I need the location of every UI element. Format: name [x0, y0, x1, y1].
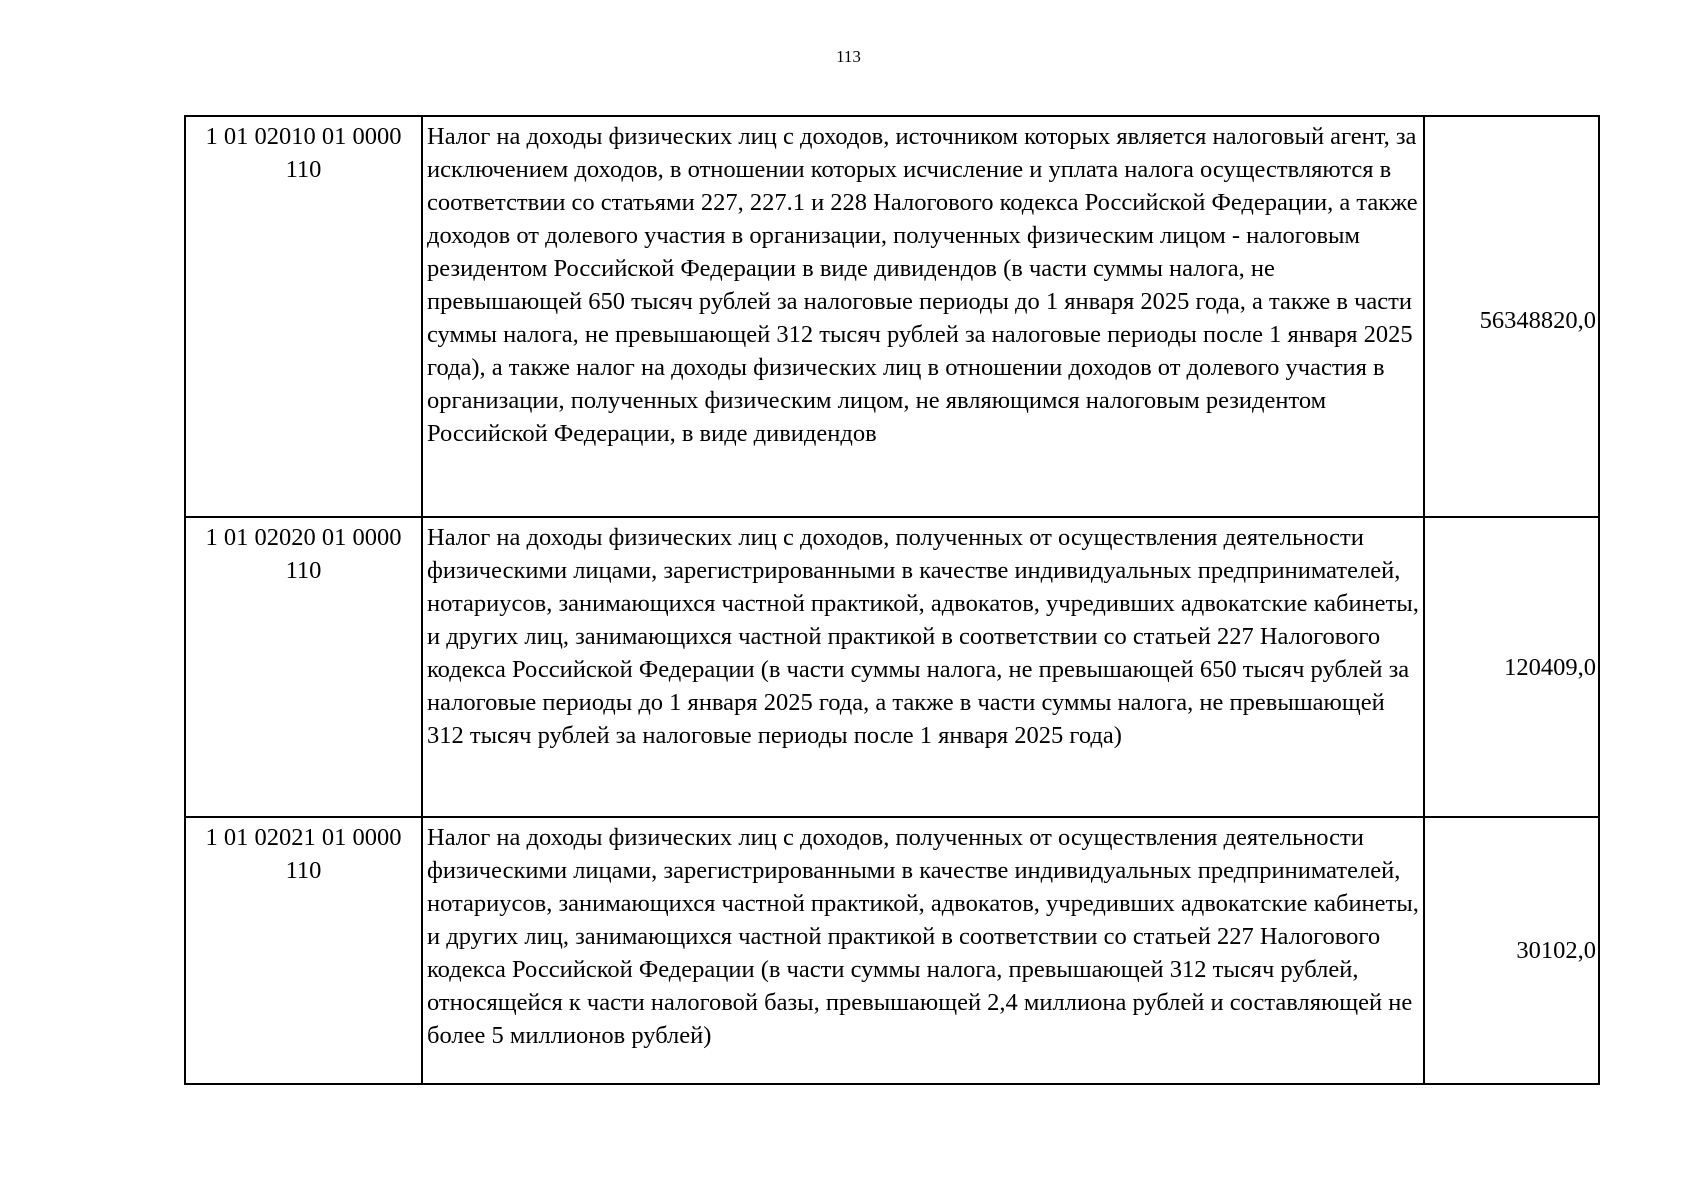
budget-revenue-table: [184, 115, 1600, 1085]
revenue-description: Налог на доходы физических лиц с доходов, полученных от осуществления деятельности физическими лицами, зарегистрированными в качестве индивидуальных предпринимателей, нотариусов, занимающихся частной практикой, адвокатов, учредивших адвокатские кабинеты, и других лиц, занимающихся частной практикой в соответствии со статьей 227 Налогового кодекса Российской Федерации (в части суммы налога, превышающей 312 тысяч рублей, относящейся к части налоговой базы, превышающей 2,4 миллиона рублей и составляющей не более 5 миллионов рублей): [422, 817, 1424, 1084]
revenue-description: Налог на доходы физических лиц с доходов, источником которых является налоговый агент, за исключением доходов, в отношении которых исчисление и уплата налога осуществляются в соответствии со статьями 227, 227.1 и 228 Налогового кодекса Российской Федерации, а также доходов от долевого участия в организации, полученных физическим лицом - налоговым резидентом Российской Федерации в виде дивидендов (в части суммы налога, не превышающей 650 тысяч рублей за налоговые периоды до 1 января 2025 года, а также в части суммы налога, не превышающей 312 тысяч рублей за налоговые периоды после 1 января 2025 года), а также налог на доходы физических лиц в отношении доходов от долевого участия в организации, полученных физическим лицом, не являющимся налоговым резидентом Российской Федерации, в виде дивидендов: [422, 116, 1424, 517]
revenue-amount: 120409,0: [1424, 517, 1599, 817]
table-row: [185, 517, 1599, 817]
revenue-amount: 30102,0: [1424, 817, 1599, 1084]
revenue-description: Налог на доходы физических лиц с доходов, полученных от осуществления деятельности физическими лицами, зарегистрированными в качестве индивидуальных предпринимателей, нотариусов, занимающихся частной практикой, адвокатов, учредивших адвокатские кабинеты, и других лиц, занимающихся частной практикой в соответствии со статьей 227 Налогового кодекса Российской Федерации (в части суммы налога, не превышающей 650 тысяч рублей за налоговые периоды до 1 января 2025 года, а также в части суммы налога, не превышающей 312 тысяч рублей за налоговые периоды после 1 января 2025 года): [422, 517, 1424, 817]
page-number: 113: [836, 47, 861, 66]
budget-classification-code: 1 01 02020 01 0000 110: [185, 517, 422, 817]
budget-classification-code: 1 01 02010 01 0000 110: [185, 116, 422, 517]
budget-classification-code: 1 01 02021 01 0000 110: [185, 817, 422, 1084]
table-row: [185, 116, 1599, 517]
table-row: [185, 817, 1599, 1084]
revenue-amount: 56348820,0: [1424, 116, 1599, 517]
